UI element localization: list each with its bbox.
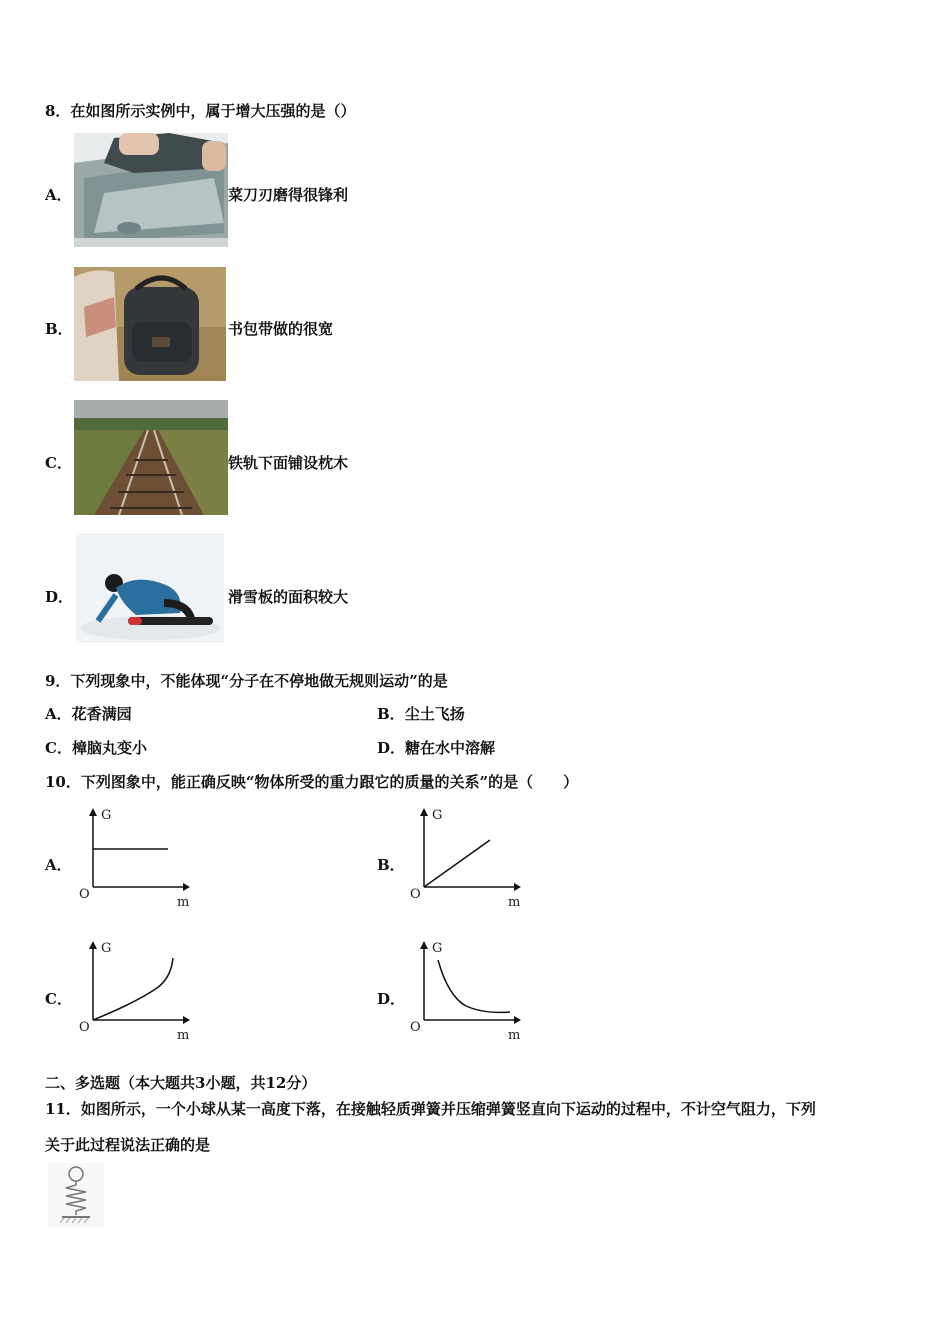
q9-option-c-text: 樟脑丸变小 bbox=[71, 739, 147, 757]
q10-graph-c bbox=[75, 938, 195, 1043]
x-axis-arrow bbox=[514, 883, 521, 891]
y-axis-label: G bbox=[101, 808, 112, 823]
origin-label: O bbox=[410, 1020, 421, 1035]
x-axis-label: m bbox=[177, 1028, 190, 1043]
y-axis-label: G bbox=[101, 941, 112, 956]
q8-option-a-text: 菜刀刃磨得很锋利 bbox=[228, 186, 349, 204]
q9-option-c bbox=[45, 738, 147, 758]
q9-stem: 9．下列现象中，不能体现“分子在不停地做无规则运动”的是 bbox=[45, 672, 448, 690]
x-axis-label: m bbox=[508, 895, 521, 910]
q10-option-b-letter: B． bbox=[377, 856, 405, 874]
q9-option-a-letter: A． bbox=[45, 705, 72, 723]
x-axis-arrow bbox=[514, 1016, 521, 1024]
q8-option-c-letter: C． bbox=[45, 454, 72, 472]
q9-option-d-letter: D． bbox=[377, 739, 406, 757]
y-axis-arrow bbox=[89, 941, 97, 949]
backpack-photo bbox=[74, 267, 226, 381]
q8-option-a-letter: A． bbox=[45, 186, 72, 204]
g-m-curve bbox=[438, 960, 510, 1012]
q8-option-d-letter: D． bbox=[45, 588, 74, 606]
g-m-curve bbox=[93, 958, 173, 1020]
section2-heading: 二、多选题（本大题共3小题，共12分） bbox=[45, 1074, 317, 1092]
origin-label: O bbox=[410, 887, 421, 902]
y-axis-arrow bbox=[89, 808, 97, 816]
q9-option-a-text: 花香满园 bbox=[71, 705, 132, 723]
q10-stem: 10．下列图象中，能正确反映“物体所受的重力跟它的质量的关系”的是（ ） bbox=[45, 773, 579, 791]
origin-label: O bbox=[79, 1020, 90, 1035]
x-axis-arrow bbox=[183, 1016, 190, 1024]
q8-option-b-letter: B． bbox=[45, 320, 73, 338]
knife-sharpening-photo bbox=[74, 133, 228, 247]
q10-graph-a bbox=[75, 805, 195, 910]
railway-photo bbox=[74, 400, 228, 515]
x-axis-label: m bbox=[177, 895, 190, 910]
q9-option-b bbox=[377, 704, 465, 724]
q8-option-b-text: 书包带做的很宽 bbox=[228, 320, 334, 338]
q10-option-a-letter: A． bbox=[45, 856, 72, 874]
q11-stem-line1: 11．如图所示，一个小球从某一高度下落，在接触轻质弹簧并压缩弹簧竖直向下运动的过程中，不计空气阻力，下列 bbox=[45, 1100, 816, 1118]
y-axis-arrow bbox=[420, 808, 428, 816]
ball-spring-figure bbox=[48, 1163, 104, 1227]
origin-label: O bbox=[79, 887, 90, 902]
y-axis-label: G bbox=[432, 941, 443, 956]
x-axis-arrow bbox=[183, 883, 190, 891]
q9-option-b-letter: B． bbox=[377, 705, 405, 723]
q8-option-c-text: 铁轨下面铺设枕木 bbox=[228, 454, 349, 472]
x-axis-label: m bbox=[508, 1028, 521, 1043]
q10-option-c-letter: C． bbox=[45, 990, 72, 1008]
q9-option-d-text: 糖在水中溶解 bbox=[405, 739, 496, 757]
y-axis-label: G bbox=[432, 808, 443, 823]
q9-option-a bbox=[45, 704, 132, 724]
q10-graph-b bbox=[406, 805, 526, 910]
snowboard-photo bbox=[76, 533, 224, 643]
y-axis-arrow bbox=[420, 941, 428, 949]
q8-option-d-text: 滑雪板的面积较大 bbox=[228, 588, 349, 606]
q10-graph-d bbox=[406, 938, 526, 1043]
q9-option-b-text: 尘土飞扬 bbox=[404, 705, 465, 723]
q9-option-c-letter: C． bbox=[45, 739, 72, 757]
q11-stem-line2: 关于此过程说法正确的是 bbox=[45, 1136, 211, 1154]
g-m-curve bbox=[424, 840, 490, 887]
q10-option-d-letter: D． bbox=[377, 990, 406, 1008]
q8-stem: 8．在如图所示实例中，属于增大压强的是（） bbox=[45, 102, 356, 120]
q9-option-d bbox=[377, 738, 495, 758]
